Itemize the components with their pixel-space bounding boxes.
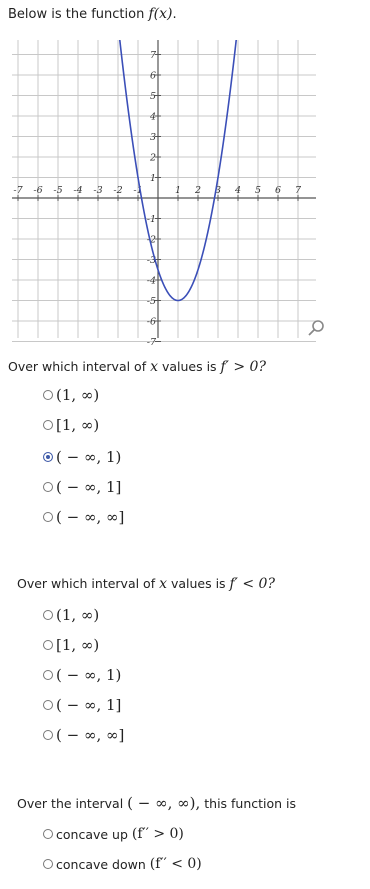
x-tick-label: 1: [174, 185, 182, 196]
radio-button[interactable]: [43, 512, 53, 522]
x-tick-label: -6: [33, 185, 43, 196]
q1-option-4[interactable]: ( − ∞, 1]: [43, 478, 121, 496]
x-tick-label: -7: [13, 185, 23, 196]
x-tick-label: -4: [73, 185, 83, 196]
y-tick-label: -1: [146, 214, 156, 225]
x-tick-label: 4: [234, 185, 242, 196]
y-tick-label: 4: [149, 111, 156, 123]
radio-button[interactable]: [43, 390, 53, 400]
y-tick-label: 3: [149, 132, 156, 143]
y-tick-label: 2: [149, 152, 156, 164]
q3-option-concave-up[interactable]: concave up (f′′ > 0): [43, 826, 184, 842]
q1-option-2[interactable]: [1, ∞): [43, 416, 99, 434]
q3-option-concave-down[interactable]: concave down (f′′ < 0): [43, 856, 202, 872]
q2-option-3[interactable]: ( − ∞, 1): [43, 666, 121, 684]
y-tick-label: 1: [149, 173, 156, 184]
x-tick-label: 7: [294, 185, 302, 196]
q2-option-1[interactable]: (1, ∞): [43, 606, 99, 624]
radio-button[interactable]: [43, 670, 53, 680]
y-tick-label: 5: [149, 91, 156, 102]
radio-button[interactable]: [43, 482, 53, 492]
y-tick-label: -5: [146, 296, 156, 307]
y-tick-label: -6: [146, 316, 156, 328]
q2-option-2[interactable]: [1, ∞): [43, 636, 99, 654]
x-tick-label: -3: [93, 185, 103, 196]
q1-option-1[interactable]: (1, ∞): [43, 386, 99, 404]
q1-option-5[interactable]: ( − ∞, ∞]: [43, 508, 124, 526]
x-tick-label: -2: [113, 185, 123, 196]
q1-option-3[interactable]: ( − ∞, 1): [43, 448, 121, 466]
x-tick-label: -5: [53, 185, 63, 196]
radio-button[interactable]: [43, 730, 53, 740]
y-tick-label: 7: [149, 50, 156, 61]
question-2: Over which interval of x values is f′ < 0?: [17, 576, 275, 592]
radio-button[interactable]: [43, 859, 53, 869]
x-tick-label: 6: [274, 185, 282, 196]
x-tick-label: 5: [254, 185, 262, 196]
x-tick-label: -1: [133, 185, 143, 196]
y-tick-label: -2: [146, 234, 156, 246]
q2-option-4[interactable]: ( − ∞, 1]: [43, 696, 121, 714]
x-tick-label: 2: [194, 185, 202, 196]
x-tick-label: 3: [214, 185, 222, 196]
radio-button[interactable]: [43, 829, 53, 839]
magnifier-icon[interactable]: [306, 318, 326, 342]
question-1: Over which interval of x values is f′ > 0?: [8, 359, 266, 375]
radio-button[interactable]: [43, 640, 53, 650]
radio-button[interactable]: [43, 700, 53, 710]
question-3: Over the interval ( − ∞, ∞), this function is: [17, 794, 297, 812]
radio-button[interactable]: [43, 420, 53, 430]
intro-text: Below is the function f(x).: [8, 6, 177, 22]
y-tick-label: -4: [146, 275, 156, 287]
q2-option-5[interactable]: ( − ∞, ∞]: [43, 726, 124, 744]
y-tick-label: -3: [146, 255, 156, 266]
radio-button[interactable]: [43, 610, 53, 620]
y-tick-label: 6: [149, 70, 156, 82]
function-graph: [12, 40, 316, 348]
radio-button-selected[interactable]: [43, 452, 53, 462]
y-tick-label: -7: [146, 337, 156, 348]
